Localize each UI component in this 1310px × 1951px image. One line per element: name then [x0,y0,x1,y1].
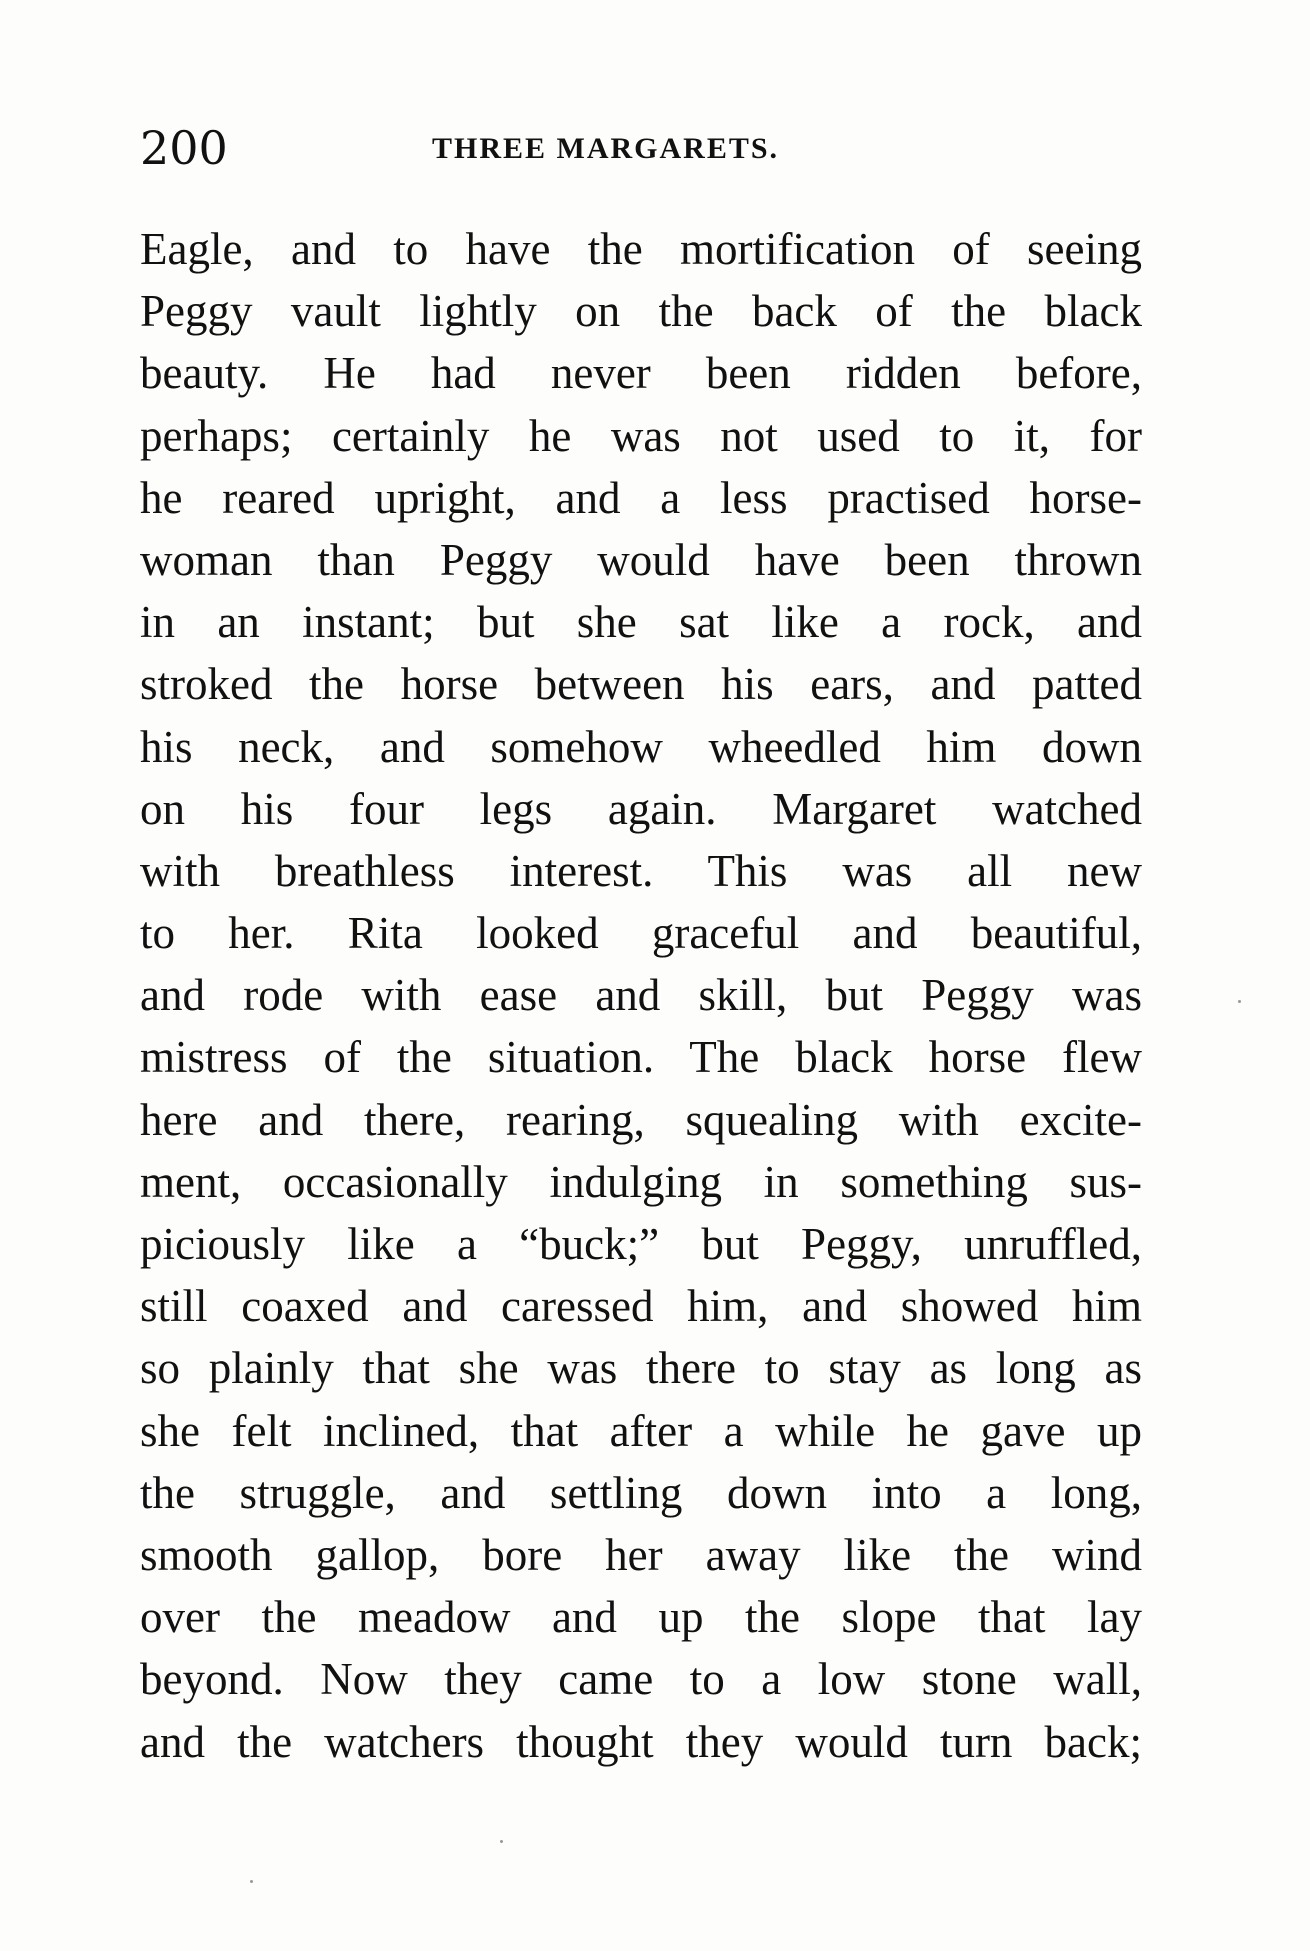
page-number: 200 [140,121,228,175]
text-line: beyond. Now they came to a low stone wall, [140,1654,1142,1705]
text-line: his neck, and somehow wheedled him down [140,721,1142,772]
text-line: to her. Rita looked graceful and beautiful, [140,908,1142,959]
text-line: mistress of the situation. The black horse flew [140,1032,1142,1083]
body-text [140,218,1142,1773]
paper-speck [250,1880,253,1883]
text-line: here and there, rearing, squealing with excite- [140,1094,1142,1145]
text-line: Peggy vault lightly on the back of the black [140,286,1142,337]
text-line: the struggle, and settling down into a long, [140,1467,1142,1518]
text-line: Eagle, and to have the mortification of seeing [140,224,1142,274]
text-line: piciously like a “buck;” but Peggy, unruffled, [140,1219,1142,1269]
text-line: and the watchers thought they would turn back; [140,1716,1142,1767]
text-line: he reared upright, and a less practised horse- [140,472,1142,523]
text-line: in an instant; but she sat like a rock, and [140,597,1142,648]
text-line: and rode with ease and skill, but Peggy was [140,970,1142,1021]
text-line: perhaps; certainly he was not used to it, for [140,410,1142,461]
text-line: on his four legs again. Margaret watched [140,783,1142,834]
text-line: so plainly that she was there to stay as long as [140,1343,1142,1394]
text-line: she felt inclined, that after a while he gave up [140,1405,1142,1456]
page-header [140,118,1140,188]
text-line: smooth gallop, bore her away like the wind [140,1529,1142,1580]
text-line: woman than Peggy would have been thrown [140,534,1142,585]
text-line: stroked the horse between his ears, and patted [140,659,1142,710]
text-line: beauty. He had never been ridden before, [140,348,1142,399]
text-line: still coaxed and caressed him, and showed him [140,1281,1142,1332]
running-title: THREE MARGARETS. [432,132,780,165]
text-line: over the meadow and up the slope that lay [140,1592,1142,1643]
text-line: ment, occasionally indulging in something sus- [140,1156,1142,1207]
paper-speck [500,1840,503,1843]
paper-speck [1238,1000,1241,1003]
text-line: with breathless interest. This was all new [140,845,1142,896]
